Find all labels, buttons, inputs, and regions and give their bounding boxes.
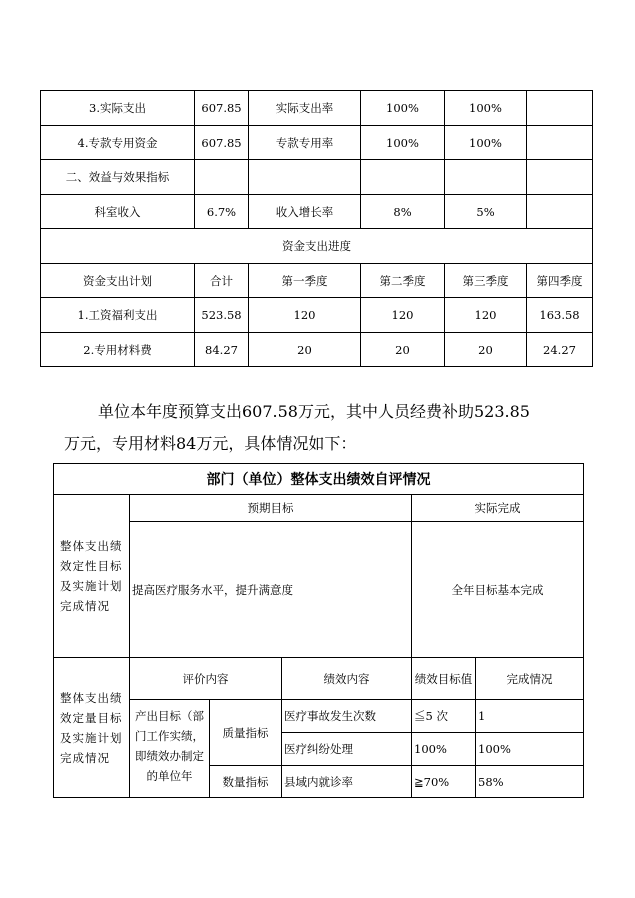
- cell-q3: 20: [445, 333, 527, 367]
- cell-indicator: 专款专用率: [249, 126, 361, 160]
- cell-actual: 5%: [445, 195, 527, 229]
- table-row: [54, 522, 584, 658]
- column-header: 第二季度: [361, 264, 445, 298]
- table-header-row: [41, 264, 593, 298]
- column-header: 合计: [195, 264, 249, 298]
- evaluation-content-header: 评价内容: [130, 658, 282, 700]
- cell-q2: 120: [361, 298, 445, 333]
- column-header: 资金支出计划: [41, 264, 195, 298]
- cell-remark: [527, 126, 593, 160]
- cell-performance: 县域内就诊率: [282, 766, 412, 798]
- cell-plan: 1.工资福利支出: [41, 298, 195, 333]
- cell-amount: 607.85: [195, 126, 249, 160]
- cell-q4: 24.27: [527, 333, 593, 367]
- expected-goal-value: 提高医疗服务水平，提升满意度: [130, 522, 412, 658]
- column-header: 第三季度: [445, 264, 527, 298]
- cell-target: 100%: [361, 126, 445, 160]
- cell-completion: 100%: [476, 733, 584, 766]
- cell-total: 523.58: [195, 298, 249, 333]
- cell-q4: 163.58: [527, 298, 593, 333]
- cell-item: 4.专款专用资金: [41, 126, 195, 160]
- cell-target: 100%: [361, 91, 445, 126]
- table-row: [41, 195, 593, 229]
- table-row: [41, 91, 593, 126]
- cell-item: 二、效益与效果指标: [41, 160, 195, 195]
- cell-performance: 医疗纠纷处理: [282, 733, 412, 766]
- body-paragraph-line-2: 万元，专用材料84万元，具体情况如下：: [64, 434, 357, 453]
- funding-table: [40, 90, 593, 367]
- table-title-row: [54, 464, 584, 495]
- cell-completion: 1: [476, 700, 584, 733]
- cell-indicator: 实际支出率: [249, 91, 361, 126]
- performance-content-header: 绩效内容: [282, 658, 412, 700]
- column-header: 第一季度: [249, 264, 361, 298]
- table-row: [41, 298, 593, 333]
- actual-completion-header: 实际完成: [412, 495, 584, 522]
- table-row: [41, 333, 593, 367]
- completion-header: 完成情况: [476, 658, 584, 700]
- cell-amount: 607.85: [195, 91, 249, 126]
- cell-indicator: [249, 160, 361, 195]
- cell-completion: 58%: [476, 766, 584, 798]
- column-header: 第四季度: [527, 264, 593, 298]
- cell-remark: [527, 91, 593, 126]
- cell-actual: 100%: [445, 126, 527, 160]
- table-row: [41, 229, 593, 264]
- progress-title: 资金支出进度: [41, 229, 593, 264]
- target-value-header: 绩效目标值: [412, 658, 476, 700]
- cell-q1: 120: [249, 298, 361, 333]
- expected-goal-header: 预期目标: [130, 495, 412, 522]
- table-row: [54, 495, 584, 522]
- cell-item: 3.实际支出: [41, 91, 195, 126]
- cell-total: 84.27: [195, 333, 249, 367]
- actual-completion-value: 全年目标基本完成: [412, 522, 584, 658]
- cell-target-value: ≧70%: [412, 766, 476, 798]
- cell-indicator: 收入增长率: [249, 195, 361, 229]
- cell-q3: 120: [445, 298, 527, 333]
- cell-performance: 医疗事故发生次数: [282, 700, 412, 733]
- cell-item: 科室收入: [41, 195, 195, 229]
- cell-amount: [195, 160, 249, 195]
- quantitative-label: 整体支出绩效定量目标及实施计划完成情况: [54, 658, 130, 798]
- cell-actual: 100%: [445, 91, 527, 126]
- cell-remark: [527, 195, 593, 229]
- self-evaluation-table: [53, 463, 584, 798]
- cell-q2: 20: [361, 333, 445, 367]
- table-row: [41, 160, 593, 195]
- cell-target-value: 100%: [412, 733, 476, 766]
- cell-target-value: ≦5 次: [412, 700, 476, 733]
- qualitative-label: 整体支出绩效定性目标及实施计划完成情况: [54, 495, 130, 658]
- table-row: [41, 126, 593, 160]
- table-row: [54, 700, 584, 733]
- cell-plan: 2.专用材料费: [41, 333, 195, 367]
- table-header-row: [54, 658, 584, 700]
- cell-amount: 6.7%: [195, 195, 249, 229]
- output-goal-label: 产出目标（部门工作实绩，即绩效办制定的单位年: [130, 700, 210, 798]
- cell-remark: [527, 160, 593, 195]
- cell-target: [361, 160, 445, 195]
- cell-target: 8%: [361, 195, 445, 229]
- quality-indicator-label: 质量指标: [210, 700, 282, 766]
- quantity-indicator-label: 数量指标: [210, 766, 282, 798]
- table-title: 部门（单位）整体支出绩效自评情况: [54, 464, 584, 495]
- cell-q1: 20: [249, 333, 361, 367]
- cell-actual: [445, 160, 527, 195]
- body-paragraph-line-1: 单位本年度预算支出607.58万元，其中人员经费补助523.85: [98, 402, 530, 421]
